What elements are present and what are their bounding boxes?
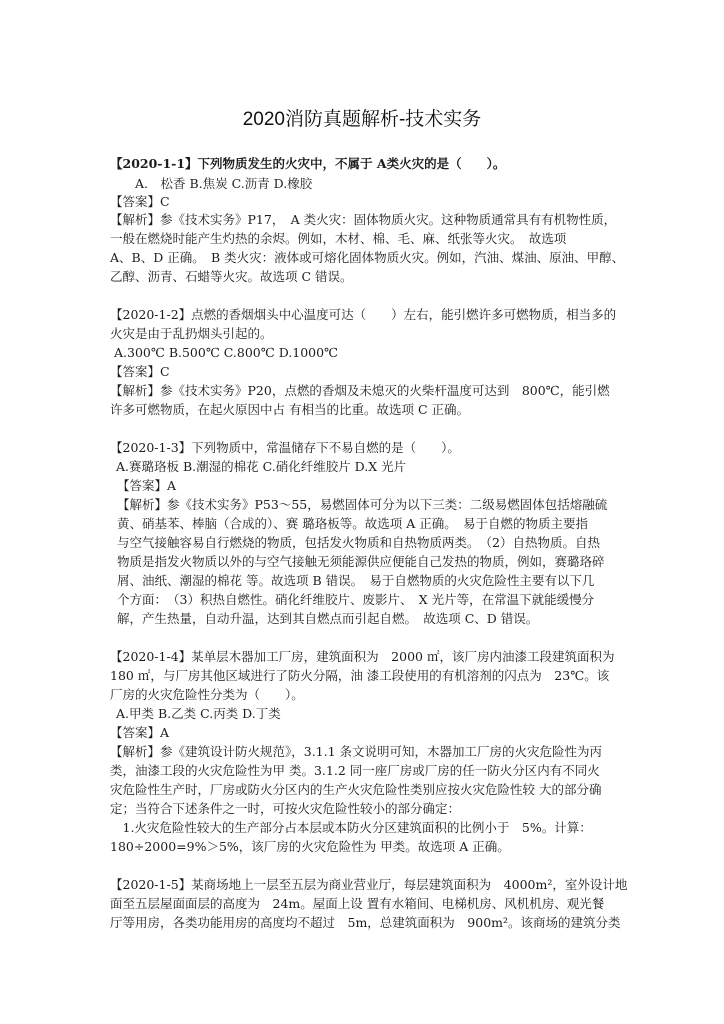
q3-analysis-line: 个方面： （3）积热自燃性。硝化纤维胶片、废影片、 X 光片等，在常温下就能缓慢分 — [117, 592, 595, 607]
q5-stem: 【2020-1-5】某商场地上一层至五层为商业营业厅，每层建筑面积为 4000m²，室外设计地 — [110, 877, 628, 892]
q4-analysis-line: 定；当符合下述条件之一时，可按火灾危险性较小的部分确定： — [110, 801, 461, 816]
q3-analysis-line: 黄、硝基苯、棒脑（合成的）、赛 璐珞板等。故选项 A 正确。 易于自燃的物质主要指 — [117, 516, 588, 531]
q2-analysis-line: 【解析】参《技术实务》P20，点燃的香烟及未熄灭的火柴杆温度可达到 800℃，能引燃 — [110, 383, 610, 398]
q3-answer: 【答案】A — [117, 478, 177, 493]
q4-analysis-line: 类，油漆工段的火灾危险性为甲 类。3.1.2 同一座厂房或厂房的任一防火分区内有不同火 — [110, 763, 600, 778]
q1-options: A. 松香 B.焦炭 C.沥青 D.橡胶 — [135, 176, 313, 191]
q3-stem: 【2020-1-3】下列物质中，常温储存下不易自燃的是（ ）。 — [110, 440, 460, 455]
page-title: 2020消防真题解析-技术实务 — [242, 109, 482, 130]
q2-answer: 【答案】C — [110, 364, 170, 379]
q5-stem: 厅等用房，各类功能用房的高度均不超过 5m，总建筑面积为 900m²。该商场的建筑分类 — [110, 915, 621, 930]
q1-analysis-line: 【解析】参《技术实务》P17， A 类火灾：固体物质火灾。这种物质通常具有有机物性质， — [110, 212, 617, 227]
q4-analysis-line: 1.火灾危险性较大的生产部分占本层或本防火分区建筑面积的比例小于 5%。计算： — [110, 820, 592, 835]
q3-analysis-line: 与空气接触容易自行燃烧的物质，包括发火物质和自热物质两类。 （2）自热物质。自热 — [117, 535, 600, 550]
q1-stem: 【2020-1-1】下列物质发生的火灾中，不属于 A类火灾的是（ ）。 — [110, 156, 506, 171]
q2-stem: 火灾是由于乱扔烟头引起的。 — [110, 326, 273, 341]
q1-answer: 【答案】C — [110, 194, 170, 209]
q4-stem: 180 ㎡，与厂房其他区域进行了防火分隔，油 漆工段使用的有机溶剂的闪点为 23℃。该 — [110, 668, 610, 683]
q4-stem: 厂房的火灾危险性分类为（ ）。 — [110, 687, 304, 702]
q1-analysis-line: A、B、D 正确。 B 类火灾：液体或可熔化固体物质火灾。例如，汽油、煤油、原油、甲醇、 — [110, 250, 625, 265]
q4-analysis-line: 灾危险性生产时，厂房或防火分区内的生产火灾危险性类别应按火灾危险性较 大的部分确 — [110, 782, 602, 797]
q5-stem: 面至五层屋面面层的高度为 24m。屋面上设 置有水箱间、电梯机房、风机机房、观光餐 — [110, 896, 605, 911]
q1-analysis-line: 乙醇、沥青、石蜡等火灾。故选项 C 错误。 — [110, 269, 353, 284]
q3-analysis-line: 屑、油纸、潮湿的棉花 等。故选项 B 错误。 易于自燃物质的火灾危险性主要有以下几 — [117, 573, 595, 588]
q4-options: A.甲类 B.乙类 C.丙类 D.丁类 — [116, 706, 281, 721]
q3-analysis-line: 物质是指发火物质以外的与空气接触无须能源供应便能自己发热的物质，例如，赛璐珞碎 — [117, 554, 605, 569]
q4-answer: 【答案】A — [110, 725, 170, 740]
q3-analysis-line: 【解析】参《技术实务》P53～55，易燃固体可分为以下三类：二级易燃固体包括熔融硫 — [117, 497, 608, 512]
q3-options: A.赛璐珞板 B.潮湿的棉花 C.硝化纤维胶片 D.X 光片 — [116, 459, 407, 474]
q3-analysis-line: 解，产生热量，自动升温，达到其自燃点而引起自燃。 故选项 C、D 错误。 — [117, 611, 539, 626]
q4-stem: 【2020-1-4】某单层木器加工厂房，建筑面积为 2000 ㎡，该厂房内油漆工段建筑面积为 — [110, 649, 615, 664]
q2-options: A.300℃ B.500℃ C.800℃ D.1000℃ — [114, 345, 339, 360]
q4-analysis-line: 180÷2000=9%＞5%，该厂房的火灾危险性为 甲类。故选项 A 正确。 — [110, 839, 510, 854]
q2-stem: 【2020-1-2】点燃的香烟烟头中心温度可达（ ）左右，能引燃许多可燃物质，相当多的 — [110, 307, 617, 322]
q4-analysis-line: 【解析】参《建筑设计防火规范》，3.1.1 条文说明可知，木器加工厂房的火灾危险性为丙 — [110, 744, 603, 759]
q2-analysis-line: 许多可燃物质，在起火原因中占 有相当的比重。故选项 C 正确。 — [110, 402, 469, 417]
q1-analysis-line: 一般在燃烧时能产生灼热的余烬。例如，木材、棉、毛、麻、纸张等火灾。 故选项 — [110, 231, 567, 246]
